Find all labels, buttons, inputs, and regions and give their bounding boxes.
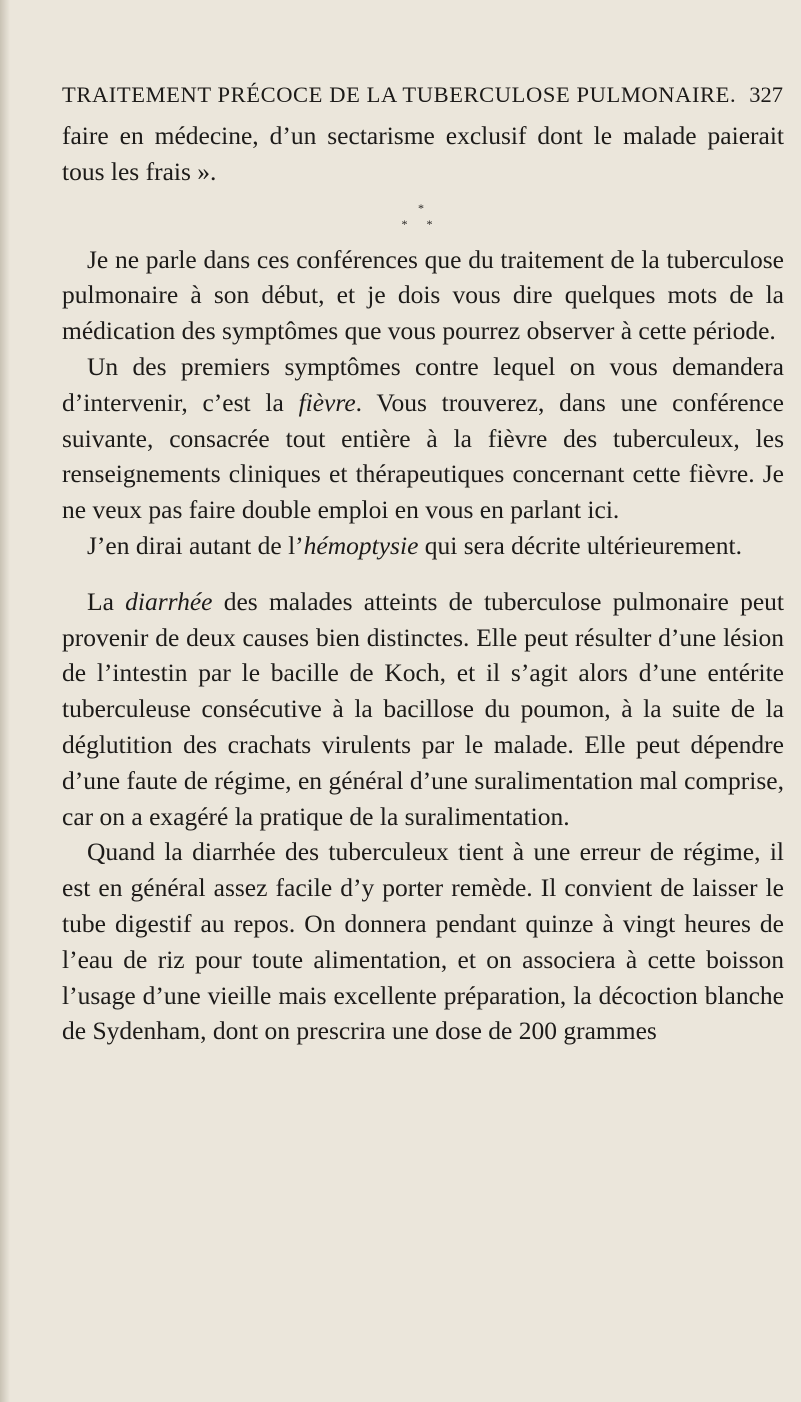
separator-star-top: * bbox=[418, 200, 424, 215]
paragraph-5-text-b: des malades atteints de tuberculose pulmonaire peut provenir de deux causes bien distinctes. Elle peut résulter d’une lésion de l’intestin par le bacille de Koch, et il s’agit alors d’une entérite tuberculeuse consécutive à la bacillose du poumon, à la suite de la déglutition des crachats virulents par le malade. Elle peut dépendre d’une faute de régime, en général d’une suralimentation mal comprise, car on a exagéré la pratique de la suralimentation. bbox=[62, 586, 784, 831]
separator-stars-bottom: * * bbox=[401, 216, 441, 231]
paragraph-3-text-a: Un des premiers symptômes contre lequel on vous demandera d’intervenir, c’est la bbox=[62, 351, 784, 417]
paragraph-4-emphasis: hémoptysie bbox=[303, 530, 419, 560]
paragraph-3 bbox=[62, 349, 784, 528]
paragraph-4 bbox=[62, 528, 784, 564]
paragraph-5-emphasis: diarrhée bbox=[125, 586, 213, 616]
paragraph-4-text-b: qui sera décrite ultérieurement. bbox=[418, 530, 742, 560]
section-separator bbox=[60, 202, 782, 230]
body-text bbox=[62, 118, 784, 1049]
paragraph-5 bbox=[62, 584, 784, 835]
paragraph-3-emphasis: fièvre bbox=[298, 387, 356, 417]
paragraph-gap bbox=[62, 564, 784, 584]
paragraph-6: Quand la diarrhée des tuberculeux tient à une erreur de régime, il est en général assez facile d’y porter remède. Il convient de laisser le tube digestif au repos. On donnera pendant quinze à vingt heures de l’eau de riz pour toute alimentation, et on associera à cette boisson l’usage d’une vieille mais excellente préparation, la décoction blanche de Sydenham, dont on prescrira une dose de 200 grammes bbox=[62, 837, 784, 1046]
paragraph-4-text-a: J’en dirai autant de l’ bbox=[87, 530, 304, 560]
running-title: TRAITEMENT PRÉCOCE DE LA TUBERCULOSE PULMONAIRE. bbox=[62, 82, 737, 107]
paragraph-5-text-a: La bbox=[87, 586, 126, 616]
paragraph-2: Je ne parle dans ces conférences que du traitement de la tuberculose pulmonaire à son début, et je dois vous dire quelques mots de la médication des symptômes que vous pourrez observer à cette période. bbox=[62, 244, 784, 346]
page-edge-shadow bbox=[0, 0, 10, 1402]
paragraph-3-text-b: . Vous trouverez, dans une conférence suivante, consacrée tout entière à la fièvre des tuberculeux, les renseignements cliniques et thérapeutiques concernant cette fièvre. Je ne veux pas faire double emploi en vous en parlant ici. bbox=[62, 387, 784, 525]
paragraph-1: faire en médecine, d’un sectarisme exclusif dont le malade paierait tous les frais ». bbox=[62, 121, 784, 186]
page-number: 327 bbox=[749, 82, 783, 107]
